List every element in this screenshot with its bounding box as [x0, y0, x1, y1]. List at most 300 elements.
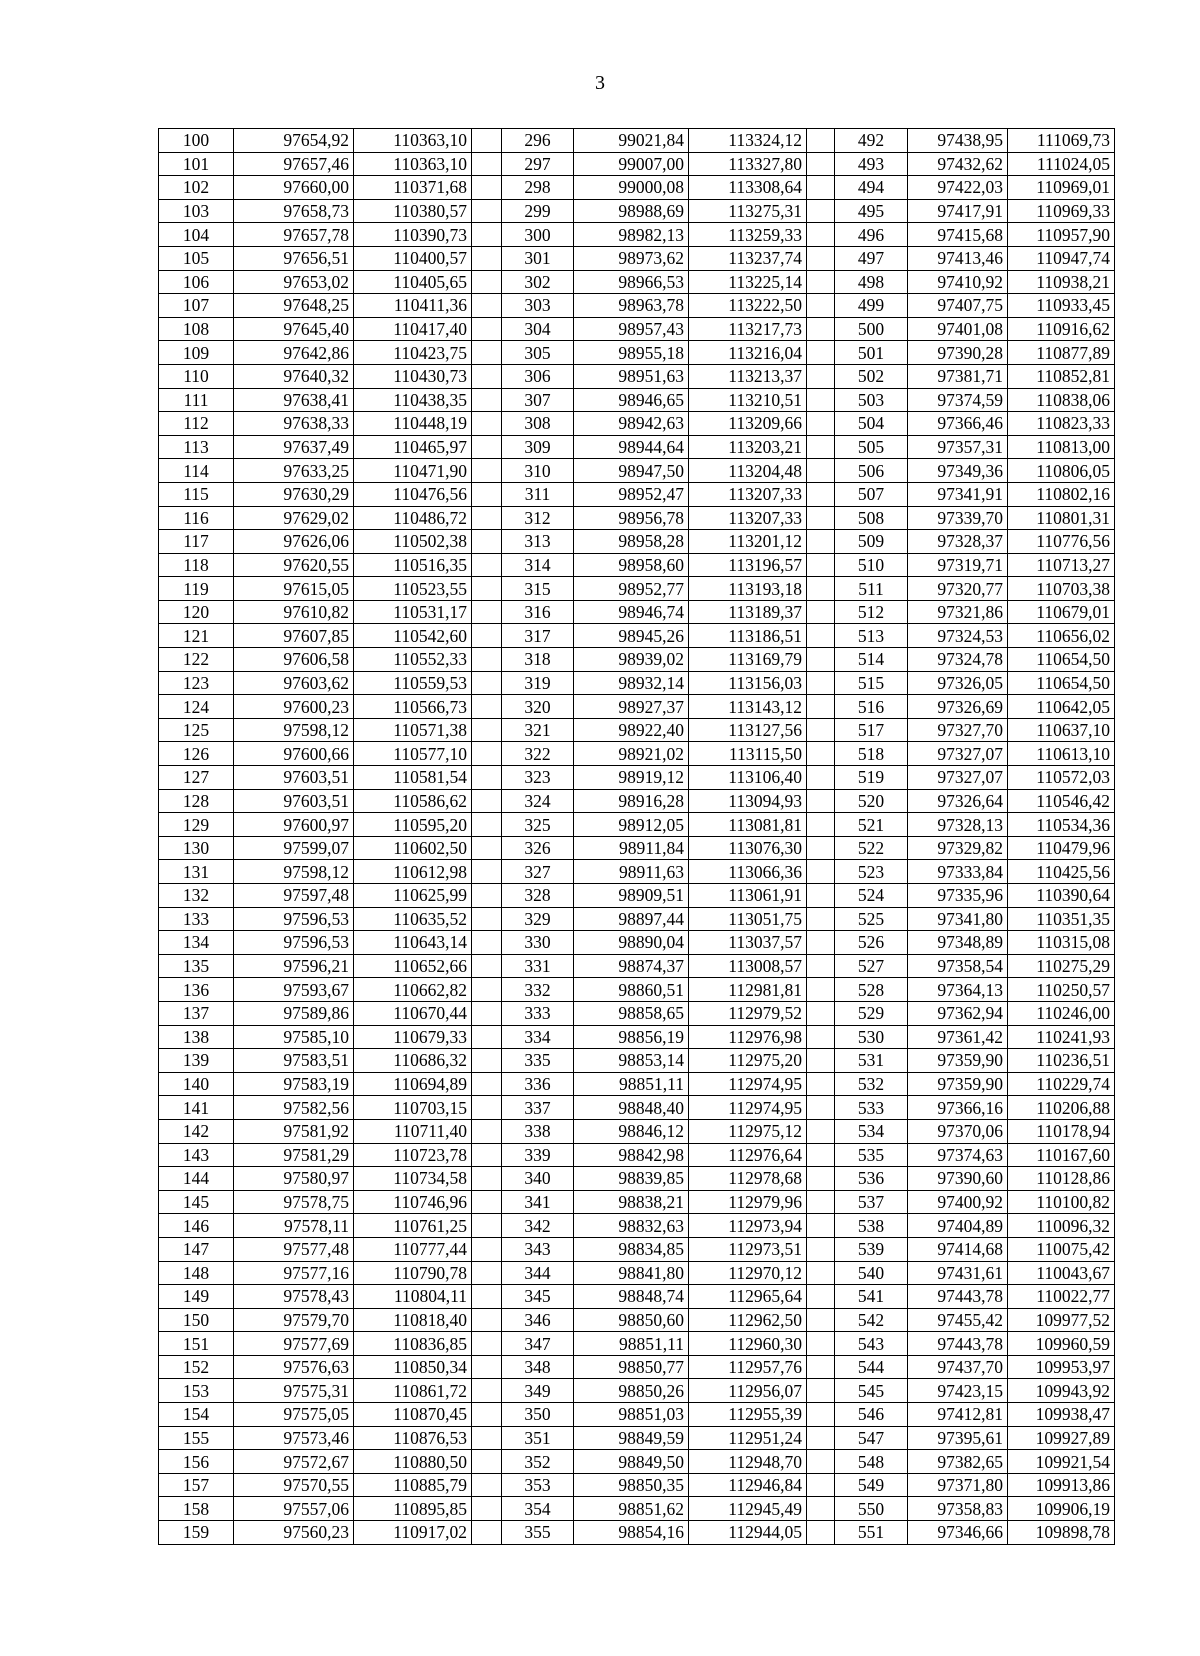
spacer-cell: [807, 1049, 835, 1073]
x-coordinate-cell: 97413,46: [908, 246, 1008, 270]
y-coordinate-cell: 113237,74: [689, 246, 807, 270]
x-coordinate-cell: 99007,00: [574, 152, 689, 176]
y-coordinate-cell: 110790,78: [354, 1261, 472, 1285]
y-coordinate-cell: 113066,36: [689, 860, 807, 884]
spacer-cell: [807, 506, 835, 530]
x-coordinate-cell: 98947,50: [574, 459, 689, 483]
y-coordinate-cell: 110654,50: [1008, 648, 1115, 672]
spacer-cell: [807, 388, 835, 412]
x-coordinate-cell: 98958,28: [574, 530, 689, 554]
x-coordinate-cell: 97382,65: [908, 1450, 1008, 1474]
spacer-cell: [472, 1214, 502, 1238]
spacer-cell: [807, 1450, 835, 1474]
y-coordinate-cell: 110818,40: [354, 1308, 472, 1332]
point-number-cell: 148: [159, 1261, 234, 1285]
table-row: [159, 931, 1115, 955]
x-coordinate-cell: 97366,16: [908, 1096, 1008, 1120]
coordinates-table: [158, 128, 1115, 1545]
y-coordinate-cell: 109977,52: [1008, 1308, 1115, 1332]
x-coordinate-cell: 97626,06: [234, 530, 354, 554]
table-row: [159, 1450, 1115, 1474]
y-coordinate-cell: 113308,64: [689, 176, 807, 200]
y-coordinate-cell: 109938,47: [1008, 1403, 1115, 1427]
y-coordinate-cell: 110804,11: [354, 1285, 472, 1309]
x-coordinate-cell: 97390,60: [908, 1167, 1008, 1191]
point-number-cell: 159: [159, 1521, 234, 1545]
point-number-cell: 103: [159, 199, 234, 223]
x-coordinate-cell: 97364,13: [908, 978, 1008, 1002]
x-coordinate-cell: 97573,46: [234, 1426, 354, 1450]
x-coordinate-cell: 97390,28: [908, 341, 1008, 365]
y-coordinate-cell: 112956,07: [689, 1379, 807, 1403]
table-row: [159, 199, 1115, 223]
y-coordinate-cell: 109927,89: [1008, 1426, 1115, 1450]
spacer-cell: [807, 1096, 835, 1120]
y-coordinate-cell: 110390,64: [1008, 884, 1115, 908]
x-coordinate-cell: 97415,68: [908, 223, 1008, 247]
table-row: [159, 577, 1115, 601]
table-row: [159, 648, 1115, 672]
spacer-cell: [807, 199, 835, 223]
x-coordinate-cell: 97370,06: [908, 1119, 1008, 1143]
spacer-cell: [472, 1025, 502, 1049]
point-number-cell: 524: [835, 884, 908, 908]
y-coordinate-cell: 113217,73: [689, 317, 807, 341]
point-number-cell: 304: [502, 317, 574, 341]
y-coordinate-cell: 110595,20: [354, 813, 472, 837]
x-coordinate-cell: 97357,31: [908, 435, 1008, 459]
point-number-cell: 306: [502, 364, 574, 388]
point-number-cell: 127: [159, 766, 234, 790]
spacer-cell: [807, 860, 835, 884]
x-coordinate-cell: 97321,86: [908, 600, 1008, 624]
y-coordinate-cell: 112957,76: [689, 1355, 807, 1379]
y-coordinate-cell: 110656,02: [1008, 624, 1115, 648]
table-row: [159, 1355, 1115, 1379]
x-coordinate-cell: 97577,16: [234, 1261, 354, 1285]
y-coordinate-cell: 110479,96: [1008, 836, 1115, 860]
x-coordinate-cell: 98856,19: [574, 1025, 689, 1049]
point-number-cell: 495: [835, 199, 908, 223]
x-coordinate-cell: 97381,71: [908, 364, 1008, 388]
x-coordinate-cell: 97341,91: [908, 482, 1008, 506]
point-number-cell: 311: [502, 482, 574, 506]
x-coordinate-cell: 97630,29: [234, 482, 354, 506]
spacer-cell: [807, 1332, 835, 1356]
point-number-cell: 124: [159, 695, 234, 719]
spacer-cell: [472, 789, 502, 813]
point-number-cell: 337: [502, 1096, 574, 1120]
table-row: [159, 1096, 1115, 1120]
point-number-cell: 145: [159, 1190, 234, 1214]
y-coordinate-cell: 110777,44: [354, 1237, 472, 1261]
x-coordinate-cell: 97327,07: [908, 742, 1008, 766]
x-coordinate-cell: 97326,05: [908, 671, 1008, 695]
spacer-cell: [472, 1497, 502, 1521]
point-number-cell: 141: [159, 1096, 234, 1120]
y-coordinate-cell: 111024,05: [1008, 152, 1115, 176]
y-coordinate-cell: 110642,05: [1008, 695, 1115, 719]
spacer-cell: [472, 1119, 502, 1143]
x-coordinate-cell: 97606,58: [234, 648, 354, 672]
y-coordinate-cell: 110670,44: [354, 1001, 472, 1025]
point-number-cell: 521: [835, 813, 908, 837]
x-coordinate-cell: 97455,42: [908, 1308, 1008, 1332]
y-coordinate-cell: 110686,32: [354, 1049, 472, 1073]
table-row: [159, 1025, 1115, 1049]
y-coordinate-cell: 113203,21: [689, 435, 807, 459]
y-coordinate-cell: 110969,33: [1008, 199, 1115, 223]
point-number-cell: 503: [835, 388, 908, 412]
y-coordinate-cell: 110523,55: [354, 577, 472, 601]
x-coordinate-cell: 97358,83: [908, 1497, 1008, 1521]
point-number-cell: 547: [835, 1426, 908, 1450]
table-row: [159, 294, 1115, 318]
y-coordinate-cell: 113061,91: [689, 884, 807, 908]
y-coordinate-cell: 110425,56: [1008, 860, 1115, 884]
spacer-cell: [472, 1261, 502, 1285]
point-number-cell: 126: [159, 742, 234, 766]
point-number-cell: 138: [159, 1025, 234, 1049]
y-coordinate-cell: 110713,27: [1008, 553, 1115, 577]
x-coordinate-cell: 98927,37: [574, 695, 689, 719]
y-coordinate-cell: 110734,58: [354, 1167, 472, 1191]
x-coordinate-cell: 97319,71: [908, 553, 1008, 577]
y-coordinate-cell: 112965,64: [689, 1285, 807, 1309]
x-coordinate-cell: 97599,07: [234, 836, 354, 860]
spacer-cell: [472, 1426, 502, 1450]
point-number-cell: 299: [502, 199, 574, 223]
point-number-cell: 144: [159, 1167, 234, 1191]
x-coordinate-cell: 98890,04: [574, 931, 689, 955]
spacer-cell: [472, 1521, 502, 1545]
point-number-cell: 517: [835, 718, 908, 742]
x-coordinate-cell: 98956,78: [574, 506, 689, 530]
point-number-cell: 117: [159, 530, 234, 554]
table-row: [159, 1308, 1115, 1332]
y-coordinate-cell: 110933,45: [1008, 294, 1115, 318]
y-coordinate-cell: 110643,14: [354, 931, 472, 955]
point-number-cell: 348: [502, 1355, 574, 1379]
spacer-cell: [807, 129, 835, 153]
spacer-cell: [807, 1497, 835, 1521]
table-row: [159, 1332, 1115, 1356]
y-coordinate-cell: 110761,25: [354, 1214, 472, 1238]
y-coordinate-cell: 110801,31: [1008, 506, 1115, 530]
point-number-cell: 538: [835, 1214, 908, 1238]
y-coordinate-cell: 110534,36: [1008, 813, 1115, 837]
point-number-cell: 107: [159, 294, 234, 318]
point-number-cell: 516: [835, 695, 908, 719]
x-coordinate-cell: 98841,80: [574, 1261, 689, 1285]
table-row: [159, 1521, 1115, 1545]
x-coordinate-cell: 97576,63: [234, 1355, 354, 1379]
spacer-cell: [807, 152, 835, 176]
table-row: [159, 435, 1115, 459]
spacer-cell: [472, 600, 502, 624]
table-row: [159, 1119, 1115, 1143]
y-coordinate-cell: 110448,19: [354, 412, 472, 436]
y-coordinate-cell: 110746,96: [354, 1190, 472, 1214]
y-coordinate-cell: 113156,03: [689, 671, 807, 695]
spacer-cell: [472, 1049, 502, 1073]
x-coordinate-cell: 98951,63: [574, 364, 689, 388]
x-coordinate-cell: 97596,53: [234, 931, 354, 955]
spacer-cell: [472, 695, 502, 719]
x-coordinate-cell: 97557,06: [234, 1497, 354, 1521]
point-number-cell: 493: [835, 152, 908, 176]
x-coordinate-cell: 98946,74: [574, 600, 689, 624]
point-number-cell: 322: [502, 742, 574, 766]
spacer-cell: [807, 270, 835, 294]
y-coordinate-cell: 109953,97: [1008, 1355, 1115, 1379]
table-row: [159, 1190, 1115, 1214]
point-number-cell: 128: [159, 789, 234, 813]
x-coordinate-cell: 98832,63: [574, 1214, 689, 1238]
y-coordinate-cell: 110885,79: [354, 1473, 472, 1497]
y-coordinate-cell: 110957,90: [1008, 223, 1115, 247]
table-row: [159, 1143, 1115, 1167]
x-coordinate-cell: 98932,14: [574, 671, 689, 695]
point-number-cell: 522: [835, 836, 908, 860]
x-coordinate-cell: 97583,19: [234, 1072, 354, 1096]
x-coordinate-cell: 98973,62: [574, 246, 689, 270]
point-number-cell: 116: [159, 506, 234, 530]
x-coordinate-cell: 97596,21: [234, 954, 354, 978]
point-number-cell: 499: [835, 294, 908, 318]
y-coordinate-cell: 110850,34: [354, 1355, 472, 1379]
y-coordinate-cell: 110723,78: [354, 1143, 472, 1167]
y-coordinate-cell: 109921,54: [1008, 1450, 1115, 1474]
point-number-cell: 523: [835, 860, 908, 884]
x-coordinate-cell: 97640,32: [234, 364, 354, 388]
table-row: [159, 1497, 1115, 1521]
point-number-cell: 351: [502, 1426, 574, 1450]
x-coordinate-cell: 98850,35: [574, 1473, 689, 1497]
x-coordinate-cell: 97349,36: [908, 459, 1008, 483]
spacer-cell: [807, 246, 835, 270]
y-coordinate-cell: 110465,97: [354, 435, 472, 459]
y-coordinate-cell: 112975,20: [689, 1049, 807, 1073]
spacer-cell: [807, 907, 835, 931]
point-number-cell: 313: [502, 530, 574, 554]
x-coordinate-cell: 98853,14: [574, 1049, 689, 1073]
x-coordinate-cell: 98851,03: [574, 1403, 689, 1427]
spacer-cell: [472, 718, 502, 742]
x-coordinate-cell: 97348,89: [908, 931, 1008, 955]
y-coordinate-cell: 110635,52: [354, 907, 472, 931]
y-coordinate-cell: 113051,75: [689, 907, 807, 931]
spacer-cell: [807, 624, 835, 648]
point-number-cell: 312: [502, 506, 574, 530]
point-number-cell: 501: [835, 341, 908, 365]
point-number-cell: 133: [159, 907, 234, 931]
y-coordinate-cell: 110559,53: [354, 671, 472, 695]
spacer-cell: [807, 1214, 835, 1238]
spacer-cell: [807, 1355, 835, 1379]
spacer-cell: [472, 766, 502, 790]
spacer-cell: [807, 766, 835, 790]
y-coordinate-cell: 113213,37: [689, 364, 807, 388]
y-coordinate-cell: 110880,50: [354, 1450, 472, 1474]
y-coordinate-cell: 110100,82: [1008, 1190, 1115, 1214]
spacer-cell: [807, 1001, 835, 1025]
point-number-cell: 147: [159, 1237, 234, 1261]
y-coordinate-cell: 110577,10: [354, 742, 472, 766]
y-coordinate-cell: 110229,74: [1008, 1072, 1115, 1096]
table-row: [159, 860, 1115, 884]
y-coordinate-cell: 110612,98: [354, 860, 472, 884]
y-coordinate-cell: 110380,57: [354, 199, 472, 223]
spacer-cell: [472, 1167, 502, 1191]
y-coordinate-cell: 113169,79: [689, 648, 807, 672]
x-coordinate-cell: 97657,78: [234, 223, 354, 247]
point-number-cell: 303: [502, 294, 574, 318]
point-number-cell: 149: [159, 1285, 234, 1309]
x-coordinate-cell: 98851,11: [574, 1072, 689, 1096]
spacer-cell: [807, 1190, 835, 1214]
spacer-cell: [807, 530, 835, 554]
y-coordinate-cell: 110838,06: [1008, 388, 1115, 412]
spacer-cell: [807, 1403, 835, 1427]
y-coordinate-cell: 112979,96: [689, 1190, 807, 1214]
table-row: [159, 742, 1115, 766]
x-coordinate-cell: 97327,70: [908, 718, 1008, 742]
x-coordinate-cell: 97366,46: [908, 412, 1008, 436]
point-number-cell: 528: [835, 978, 908, 1002]
spacer-cell: [472, 1473, 502, 1497]
y-coordinate-cell: 110167,60: [1008, 1143, 1115, 1167]
table-row: [159, 695, 1115, 719]
x-coordinate-cell: 97417,91: [908, 199, 1008, 223]
y-coordinate-cell: 110043,67: [1008, 1261, 1115, 1285]
y-coordinate-cell: 112973,51: [689, 1237, 807, 1261]
x-coordinate-cell: 97374,59: [908, 388, 1008, 412]
y-coordinate-cell: 112974,95: [689, 1096, 807, 1120]
point-number-cell: 112: [159, 412, 234, 436]
point-number-cell: 134: [159, 931, 234, 955]
x-coordinate-cell: 98854,16: [574, 1521, 689, 1545]
x-coordinate-cell: 97335,96: [908, 884, 1008, 908]
x-coordinate-cell: 98922,40: [574, 718, 689, 742]
point-number-cell: 109: [159, 341, 234, 365]
point-number-cell: 123: [159, 671, 234, 695]
spacer-cell: [807, 553, 835, 577]
spacer-cell: [807, 671, 835, 695]
y-coordinate-cell: 110476,56: [354, 482, 472, 506]
spacer-cell: [472, 294, 502, 318]
x-coordinate-cell: 97326,64: [908, 789, 1008, 813]
y-coordinate-cell: 110417,40: [354, 317, 472, 341]
x-coordinate-cell: 97414,68: [908, 1237, 1008, 1261]
point-number-cell: 515: [835, 671, 908, 695]
table-row: [159, 624, 1115, 648]
spacer-cell: [807, 1308, 835, 1332]
point-number-cell: 114: [159, 459, 234, 483]
spacer-cell: [472, 1143, 502, 1167]
table-row: [159, 246, 1115, 270]
point-number-cell: 536: [835, 1167, 908, 1191]
table-row: [159, 1001, 1115, 1025]
point-number-cell: 334: [502, 1025, 574, 1049]
point-number-cell: 527: [835, 954, 908, 978]
point-number-cell: 540: [835, 1261, 908, 1285]
point-number-cell: 129: [159, 813, 234, 837]
x-coordinate-cell: 97371,80: [908, 1473, 1008, 1497]
x-coordinate-cell: 98842,98: [574, 1143, 689, 1167]
point-number-cell: 105: [159, 246, 234, 270]
point-number-cell: 125: [159, 718, 234, 742]
point-number-cell: 544: [835, 1355, 908, 1379]
spacer-cell: [807, 1143, 835, 1167]
point-number-cell: 354: [502, 1497, 574, 1521]
point-number-cell: 341: [502, 1190, 574, 1214]
point-number-cell: 352: [502, 1450, 574, 1474]
x-coordinate-cell: 97410,92: [908, 270, 1008, 294]
point-number-cell: 130: [159, 836, 234, 860]
point-number-cell: 497: [835, 246, 908, 270]
y-coordinate-cell: 110430,73: [354, 364, 472, 388]
point-number-cell: 350: [502, 1403, 574, 1427]
spacer-cell: [807, 931, 835, 955]
point-number-cell: 345: [502, 1285, 574, 1309]
x-coordinate-cell: 97583,51: [234, 1049, 354, 1073]
x-coordinate-cell: 97585,10: [234, 1025, 354, 1049]
y-coordinate-cell: 110806,05: [1008, 459, 1115, 483]
point-number-cell: 505: [835, 435, 908, 459]
point-number-cell: 347: [502, 1332, 574, 1356]
y-coordinate-cell: 112976,98: [689, 1025, 807, 1049]
point-number-cell: 532: [835, 1072, 908, 1096]
table-row: [159, 176, 1115, 200]
spacer-cell: [807, 1426, 835, 1450]
spacer-cell: [472, 317, 502, 341]
y-coordinate-cell: 112945,49: [689, 1497, 807, 1521]
y-coordinate-cell: 112948,70: [689, 1450, 807, 1474]
x-coordinate-cell: 98848,74: [574, 1285, 689, 1309]
y-coordinate-cell: 111069,73: [1008, 129, 1115, 153]
x-coordinate-cell: 97580,97: [234, 1167, 354, 1191]
x-coordinate-cell: 97600,23: [234, 695, 354, 719]
spacer-cell: [807, 978, 835, 1002]
point-number-cell: 135: [159, 954, 234, 978]
point-number-cell: 509: [835, 530, 908, 554]
point-number-cell: 320: [502, 695, 574, 719]
x-coordinate-cell: 97648,25: [234, 294, 354, 318]
y-coordinate-cell: 110075,42: [1008, 1237, 1115, 1261]
y-coordinate-cell: 110315,08: [1008, 931, 1115, 955]
spacer-cell: [472, 270, 502, 294]
point-number-cell: 297: [502, 152, 574, 176]
point-number-cell: 531: [835, 1049, 908, 1073]
point-number-cell: 101: [159, 152, 234, 176]
x-coordinate-cell: 98958,60: [574, 553, 689, 577]
x-coordinate-cell: 98946,65: [574, 388, 689, 412]
table-row: [159, 223, 1115, 247]
x-coordinate-cell: 99021,84: [574, 129, 689, 153]
point-number-cell: 156: [159, 1450, 234, 1474]
point-number-cell: 529: [835, 1001, 908, 1025]
spacer-cell: [807, 1261, 835, 1285]
x-coordinate-cell: 98850,60: [574, 1308, 689, 1332]
y-coordinate-cell: 113094,93: [689, 789, 807, 813]
y-coordinate-cell: 113225,14: [689, 270, 807, 294]
x-coordinate-cell: 97575,05: [234, 1403, 354, 1427]
point-number-cell: 500: [835, 317, 908, 341]
x-coordinate-cell: 97658,73: [234, 199, 354, 223]
point-number-cell: 153: [159, 1379, 234, 1403]
y-coordinate-cell: 110423,75: [354, 341, 472, 365]
